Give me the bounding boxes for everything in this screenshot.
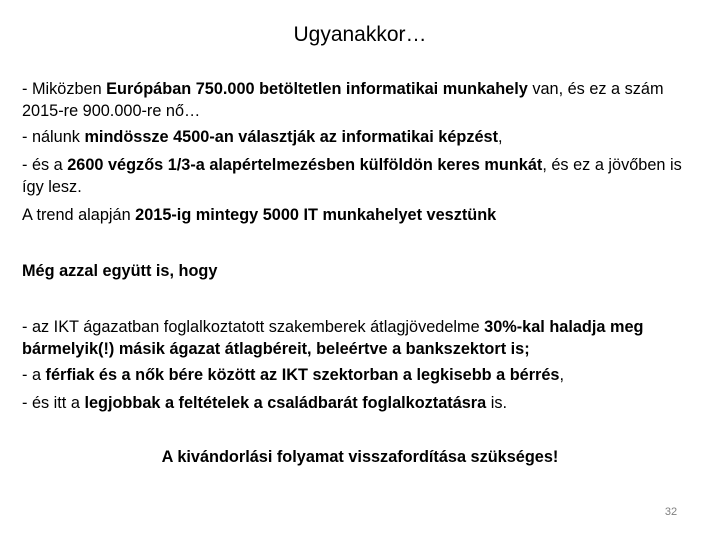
p4-text-a: A trend alapján: [22, 206, 136, 224]
p1-text-a: - Miközben: [22, 80, 107, 98]
p6-text-bold: 30%-kal haladja meg bármelyik(!) másik ágazat átlagbéreit, beleértve a bankszektort is;: [22, 318, 644, 358]
p7-text-bold: férfiak és a nők bére között az IKT szektorban a legkisebb a bérrés: [45, 366, 560, 384]
p3-text-bold: 2600 végzős 1/3-a alapértelmezésben külföldön keres munkát: [67, 156, 543, 174]
p4-text-bold: 2015-ig mintegy 5000 IT munkahelyet vesztünk: [135, 206, 497, 224]
paragraph-europe-vacancies: [22, 78, 697, 122]
slide-title: Ugyanakkor…: [293, 23, 427, 46]
paragraph-gender-pay-gap: [22, 364, 697, 386]
p2-text-a: - nálunk: [22, 128, 85, 146]
p8-text-c: is.: [486, 394, 508, 412]
p1-text-bold: Európában 750.000 betöltetlen informatikai munkahely: [106, 80, 528, 98]
conclusion-statement: A kivándorlási folyamat visszafordítása szükséges!: [161, 448, 559, 466]
page-number: 32: [664, 506, 678, 518]
p8-text-a: - és itt a: [22, 394, 85, 412]
p3-text-c: , és ez a jövőben is így lesz.: [22, 156, 682, 196]
p8-text-bold: legjobbak a feltételek a családbarát foglalkoztatásra: [84, 394, 487, 412]
p3-text-a: - és a: [22, 156, 68, 174]
p7-text-c: ,: [559, 366, 565, 384]
p5-text-bold: Még azzal együtt is, hogy: [22, 262, 218, 280]
paragraph-average-income: [22, 316, 697, 360]
paragraph-family-friendly: [22, 392, 697, 414]
p2-text-c: ,: [498, 128, 503, 146]
paragraph-trend: [22, 204, 697, 226]
p6-text-a: - az IKT ágazatban foglalkoztatott szakemberek átlagjövedelme: [22, 318, 485, 336]
p2-text-bold: mindössze 4500-an választják az informatikai képzést: [84, 128, 498, 146]
paragraph-local-students: [22, 126, 697, 148]
p1-text-c: van, és ez a szám 2015-re 900.000-re nő…: [22, 80, 664, 120]
p7-text-a: - a: [22, 366, 46, 384]
paragraph-graduates-abroad: [22, 154, 697, 198]
paragraph-even-so: [22, 260, 697, 282]
